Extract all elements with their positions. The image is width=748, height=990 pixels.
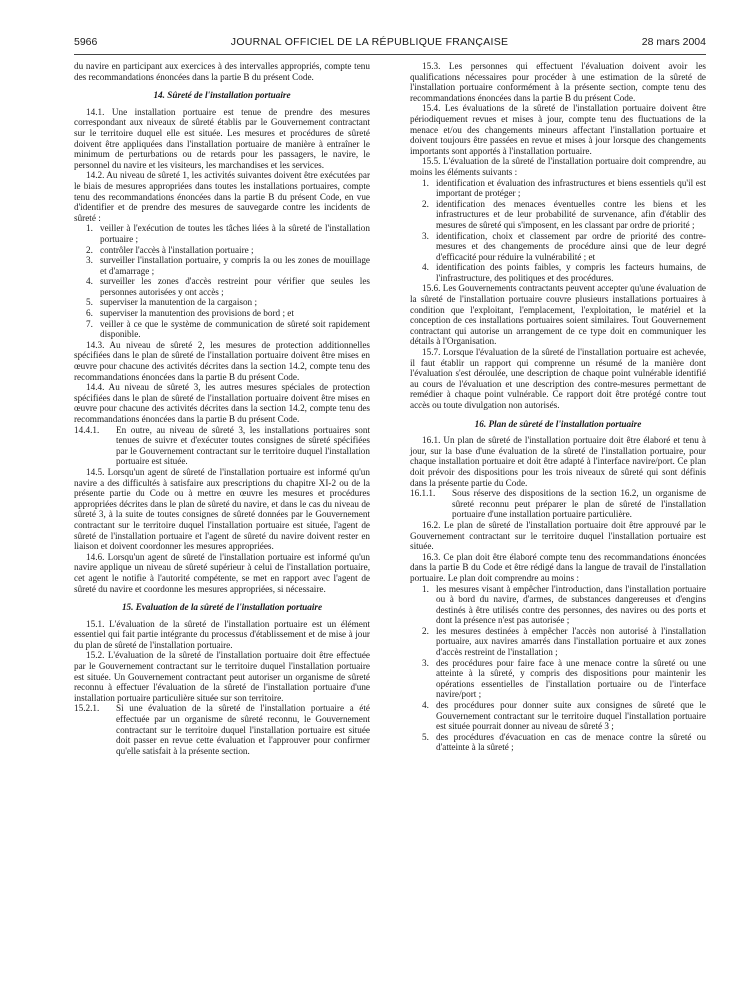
list-item <box>410 626 706 658</box>
list-item-text: des procédures pour donner suite aux consignes de sûreté que le Gouvernement contractant sur le territoire duquel l'installation portuaire est située pourrait donner au niveau de sûreté 3 ; <box>436 700 706 732</box>
list-item-text: superviser la manutention des provisions de bord ; et <box>100 308 294 319</box>
paragraph-14-3: 14.3. Au niveau de sûreté 2, les mesures de protection additionnelles spécifiées dans le plan de sûreté de l'installation portuaire doivent être mises en œuvre pour chacune des activités décrites dans la section 14.2, compte tenu des recommandations énoncées dans la partie B du présent Code. <box>74 339 370 382</box>
issue-date: 28 mars 2004 <box>641 36 706 48</box>
list-item <box>74 308 370 319</box>
list-item <box>410 199 706 231</box>
list-item <box>410 231 706 263</box>
clause-number: 16.1.1. <box>410 488 436 499</box>
list-item <box>74 255 370 276</box>
list-15-5 <box>410 178 706 284</box>
page-header <box>74 36 706 55</box>
list-item-text: des procédures d'évacuation en cas de menace contre la sûreté ou d'atteinte à la sûreté ; <box>436 731 706 753</box>
list-item-text: identification des points faibles, y compris les facteurs humains, de l'infrastructure, des politiques et des procédures. <box>436 262 706 283</box>
paragraph-15-4: 15.4. Les évaluations de la sûreté de l'installation portuaire doivent être périodiquement revues et mises à jour, compte tenu des fluctuations de la menace et/ou des changements mineurs affectant l'installation portuaire et doivent toujours être passées en revue et mises à jour lorsque des changements importants sont apportés à l'installation portuaire. <box>410 103 706 156</box>
paragraph-14-4: 14.4. Au niveau de sûreté 3, les autres mesures spéciales de protection spécifiées dans le plan de sûreté de l'installation portuaire doivent être mises en œuvre pour chacune des activités décrites dans la section 14.2, compte tenu des recommandations énoncées dans la partie B du présent Code. <box>74 382 370 424</box>
list-item <box>74 223 370 244</box>
paragraph-14-6: 14.6. Lorsqu'un agent de sûreté de l'installation portuaire est informé qu'un navire applique un niveau de sûreté supérieur à celui de l'installation portuaire, cet agent le notifie à l'autorité compétente, se met en rapport avec l'agent de sûreté du navire et coordonne les mesures appropriées, si nécessaire. <box>74 551 370 594</box>
list-item <box>410 584 706 626</box>
list-item-number: 1. <box>422 177 429 188</box>
paragraph-15-1: 15.1. L'évaluation de la sûreté de l'installation portuaire est un élément essentiel qui fait partie intégrante du processus d'établissement et de mise à jour du plan de sûreté de l'installation portuaire. <box>74 618 370 650</box>
list-item-text: les mesures destinées à empêcher l'accès non autorisé à l'installation portuaire, aux navires amarrés dans l'installation portuaire et aux zones d'accès restreint de l'installation ; <box>436 625 706 658</box>
list-item-number: 2. <box>86 244 93 255</box>
paragraph-15-2-1 <box>74 703 370 756</box>
list-item <box>410 178 706 199</box>
paragraph-15-2: 15.2. L'évaluation de la sûreté de l'installation portuaire doit être effectuée par le Gouvernement contractant sur le territoire duquel l'installation portuaire est située. Un Gouvernement contractant peut autoriser un organisme de sûreté reconnu à effectuer l'évaluation de la sûreté de l'installation portuaire d'une installation portuaire particulière située sur son territoire. <box>74 650 370 703</box>
list-item-number: 1. <box>422 583 429 594</box>
list-item <box>410 262 706 283</box>
list-item-text: contrôler l'accès à l'installation portuaire ; <box>100 244 254 255</box>
list-item <box>410 658 706 700</box>
paragraph-15-7: 15.7. Lorsque l'évaluation de la sûreté de l'installation portuaire est achevée, il faut établir un rapport qui comprenne un résumé de la manière dont l'évaluation s'est déroulée, une description de chaque point vulnérable identifié au cours de l'évaluation et une description des contre-mesures permettant de remédier à chaque point vulnérable. Ce rapport doit être protégé contre tout accès ou toute divulgation non autorisés. <box>410 347 706 410</box>
clause-text: En outre, au niveau de sûreté 3, les installations portuaires sont tenues de suivre et d'exécuter toutes consignes de sûreté spécifiées par le Gouvernement contractant sur le territoire duquel l'installation portuaire est située. <box>116 424 370 467</box>
right-column <box>410 61 706 756</box>
section-heading-15: 15. Evaluation de la sûreté de l'installation portuaire <box>121 602 323 613</box>
list-item <box>74 319 370 340</box>
list-item-text: superviser la manutention de la cargaison ; <box>100 297 257 308</box>
paragraph-15-3: 15.3. Les personnes qui effectuent l'évaluation doivent avoir les qualifications nécessaires pour procéder à une estimation de la sûreté de l'installation portuaire conformément à la présente section, compte tenu des recommandations énoncées dans la partie B du présent Code. <box>410 61 706 103</box>
list-item-text: identification des menaces éventuelles contre les biens et les infrastructures et de leur probabilité de survenance, afin d'établir des mesures de sûreté qui s'imposent, en les classant par ordre de priorité ; <box>436 198 706 230</box>
list-item-text: surveiller l'installation portuaire, y compris la ou les zones de mouillage et d'amarrage ; <box>100 255 370 276</box>
paragraph-16-2: 16.2. Le plan de sûreté de l'installation portuaire doit être approuvé par le Gouvernement contractant sur le territoire duquel l'installation portuaire est située. <box>410 519 706 552</box>
list-item <box>74 276 370 297</box>
list-item-text: identification, choix et classement par ordre de priorité des contre-mesures et des changements de procédure ainsi que de leur degré d'efficacité pour réduire la vulnérabilité ; et <box>436 230 706 262</box>
list-item <box>74 245 370 256</box>
clause-number: 15.2.1. <box>74 703 100 714</box>
paragraph-16-1-1 <box>410 488 706 520</box>
paragraph-14-1: 14.1. Une installation portuaire est tenue de prendre des mesures correspondant aux niveaux de sûreté établis par le Gouvernement contractant sur le territoire duquel elle est située. Les mesures et procédures de sûreté doivent être appliquées dans l'installation portuaire de manière à entraîner le minimum de perturbations ou de retards pour les passagers, le navire, le personnel du navire et les visiteurs, les marchandises et les services. <box>74 106 370 170</box>
section-heading-16: 16. Plan de sûreté de l'installation portuaire <box>474 418 642 429</box>
list-item-number: 2. <box>422 625 429 636</box>
journal-title: JOURNAL OFFICIEL DE LA RÉPUBLIQUE FRANÇAISE <box>230 36 509 48</box>
clause-text: Sous réserve des dispositions de la section 16.2, un organisme de sûreté reconnu peut préparer le plan de sûreté de l'installation portuaire d'une installation portuaire particulière. <box>452 488 706 520</box>
list-item <box>74 297 370 308</box>
list-item-number: 4. <box>86 276 93 287</box>
paragraph-14-5: 14.5. Lorsqu'un agent de sûreté de l'installation portuaire est informé qu'un navire a des difficultés à satisfaire aux prescriptions du chapitre XI-2 ou de la présente partie du Code ou à mettre en œuvre les mesures et procédures appropriées décrites dans le plan de sûreté du navire, et dans le cas du niveau de sûreté 3, à la suite de toutes consignes de sûreté données par le Gouvernement contractant sur le territoire duquel l'installation portuaire est située, l'agent de sûreté de l'installation portuaire et l'agent de sûreté du navire doivent rester en liaison et doivent coordonner les mesures appropriées. <box>74 466 370 552</box>
list-item-number: 3. <box>86 255 93 266</box>
list-14-2 <box>74 223 370 340</box>
list-item <box>410 732 706 753</box>
list-item-number: 3. <box>422 230 429 241</box>
list-item <box>410 700 706 732</box>
list-item-number: 1. <box>86 223 93 234</box>
list-item-number: 2. <box>422 198 429 209</box>
list-item-number: 4. <box>422 262 429 273</box>
list-item-text: les mesures visant à empêcher l'introduction, dans l'installation portuaire ou à bord du navire, d'armes, de substances dangereuses et d'engins destinés à être utilisés contre des personnes, des navires ou des ports et dont la présence n'est pas autorisée ; <box>436 583 706 626</box>
paragraph-14-2: 14.2. Au niveau de sûreté 1, les activités suivantes doivent être exécutées par le biais de mesures appropriées dans toutes les installations portuaires, compte tenu des recommandations énoncées dans la partie B du présent Code, en vue d'identifier et de prendre des mesures de sauvegarde contre les incidents de sûreté : <box>74 170 370 223</box>
section-heading-14: 14. Sûreté de l'installation portuaire <box>153 90 291 101</box>
left-column <box>74 61 370 756</box>
list-item-number: 4. <box>422 700 429 711</box>
list-item-text: veiller à l'exécution de toutes les tâches liées à la sûreté de l'installation portuaire ; <box>100 223 370 244</box>
list-item-number: 7. <box>86 318 93 329</box>
clause-text: Si une évaluation de la sûreté de l'installation portuaire a été effectuée par un organisme de sûreté reconnu, le Gouvernement contractant sur le territoire duquel l'installation portuaire est située doit passer en revue cette évaluation et l'approuver pour confirmer qu'elle satisfait à la présente section. <box>116 703 370 756</box>
list-item-number: 3. <box>422 657 429 668</box>
list-16-3 <box>410 584 706 754</box>
text-columns <box>74 61 706 756</box>
page-number: 5966 <box>74 36 98 48</box>
paragraph-16-3: 16.3. Ce plan doit être élaboré compte tenu des recommandations énoncées dans la partie B du Code et être rédigé dans la langue de travail de l'installation portuaire. Le plan doit comprendre au moins : <box>410 551 706 583</box>
list-item-text: surveiller les zones d'accès restreint pour vérifier que seules les personnes autorisées y ont accès ; <box>100 276 370 297</box>
list-item-number: 6. <box>86 308 93 319</box>
list-item-text: identification et évaluation des infrastructures et biens essentiels qu'il est important de protéger ; <box>436 177 706 199</box>
list-item-text: veiller à ce que le système de communication de sûreté soit rapidement disponible. <box>100 318 370 340</box>
paragraph-15-5: 15.5. L'évaluation de la sûreté de l'installation portuaire doit comprendre, au moins les éléments suivants : <box>410 156 706 177</box>
clause-number: 14.4.1. <box>74 424 100 435</box>
list-item-number: 5. <box>86 297 93 308</box>
paragraph: du navire en participant aux exercices à des intervalles appropriés, compte tenu des recommandations énoncées dans la partie B du présent Code. <box>74 61 370 82</box>
list-item-text: des procédures pour faire face à une menace contre la sûreté ou une atteinte à la sûreté, y compris des dispositions pour maintenir les opérations essentielles de l'installation portuaire ou de l'interface navire/port ; <box>436 657 706 700</box>
list-item-number: 5. <box>422 731 429 742</box>
paragraph-14-4-1 <box>74 425 370 467</box>
paragraph-16-1: 16.1. Un plan de sûreté de l'installation portuaire doit être élaboré et tenu à jour, sur la base d'une évaluation de la sûreté de l'installation portuaire, pour chaque installation portuaire et doit être adapté à l'interface navire/port. Ce plan doit prévoir des dispositions pour les trois niveaux de sûreté qui sont définis dans la présente partie du Code. <box>410 435 706 488</box>
paragraph-15-6: 15.6. Les Gouvernements contractants peuvent accepter qu'une évaluation de la sûreté de l'installation portuaire couvre plusieurs installations portuaires à condition que l'exploitant, l'emplacement, l'exploitation, le matériel et la conception de ces installations portuaires soient similaires. Tout Gouvernement contractant qui autorise un arrangement de ce type doit en communiquer les détails à l'Organisation. <box>410 283 706 347</box>
